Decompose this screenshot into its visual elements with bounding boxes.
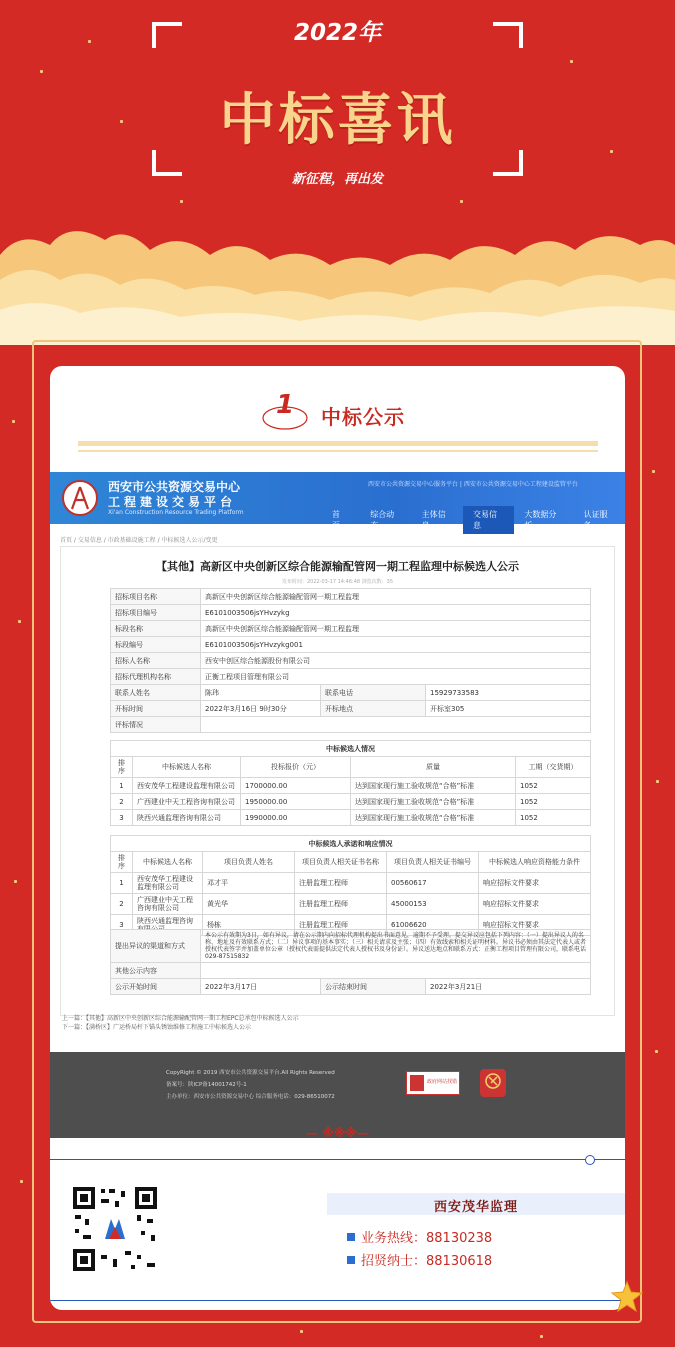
section-title: 中标公示: [321, 405, 405, 429]
info-value: E6101003506jsYHvzykg: [201, 605, 591, 621]
cell: 1052: [516, 810, 591, 826]
info-value: 正衡工程项目管理有限公司: [201, 669, 591, 685]
publish-end-label: 公示结束时间: [321, 979, 426, 995]
opening-value: 2022年3月16日 9时30分: [201, 701, 321, 717]
table-row: [111, 669, 591, 685]
cell: 黄光华: [203, 894, 295, 915]
other-label: 其他公示内容: [111, 963, 201, 979]
banner-header: [0, 0, 675, 345]
cell: 达到国家现行施工验收规范“合格”标准: [351, 810, 516, 826]
table-row: [111, 810, 591, 826]
banner-year: 2022年: [293, 20, 381, 46]
document-meta: 发布时间：2022-03-17 14:46:48 浏览次数：35: [281, 579, 394, 585]
nav-entity-info[interactable]: 主体信息: [421, 510, 446, 530]
breadcrumb[interactable]: 首页 / 交易信息 / 市政基础设施工程 / 中标候选人公示/变更: [60, 537, 218, 544]
info-table: [110, 588, 591, 733]
nav-auth-service[interactable]: 认证服务: [583, 510, 608, 530]
objection-text: 本公示有效期为3日，如有异议，请在公示期内向招标代理机构提出书面意见，逾期不予受理。提交异议应包括下列内容：（一）提出异议人的名称、地址及有效联系方式；（二）异议事项的基本事实；（三）相关请求及主张；（四）有效线索和相关证明材料。异议书必须由其法定代表人或者授权代表签字并加盖单位公章（授权代表需提供法定代表人授权书及身份证）。异议送达地点和联系方式：正衡工程项目管理有限公司，联系电话029-87515832: [201, 930, 591, 963]
table-row: [111, 963, 591, 979]
qr-code-icon[interactable]: [71, 1185, 159, 1273]
opening-place-value: 开标室305: [426, 701, 591, 717]
table-row: [111, 685, 591, 701]
cell: 陕西兴通监理咨询: [133, 915, 203, 936]
site-header: [50, 472, 625, 530]
info-value: 西安中创区综合能源股份有限公司: [201, 653, 591, 669]
cell: 陕西兴通监理咨询有限公司: [133, 810, 241, 826]
info-label: 标段编号: [111, 637, 201, 653]
cell: 1: [111, 778, 133, 794]
cell: 注册监理工程师: [295, 915, 387, 936]
candidates-table: [110, 740, 591, 826]
table-row: [111, 741, 591, 757]
table-header-row: [111, 852, 591, 873]
cell: 西安茂华工程建设监理有限公司: [133, 778, 241, 794]
opening-place-label: 开标地点: [321, 701, 426, 717]
info-label: 招标代理机构名称: [111, 669, 201, 685]
cell: 1052: [516, 778, 591, 794]
table-row: [111, 605, 591, 621]
col-header: 排序: [111, 852, 133, 873]
col-header: 中标候选人名称: [133, 757, 241, 778]
cell: 00560617: [387, 873, 479, 894]
footer-icp[interactable]: 备案号：陕ICP备14001742号-1: [166, 1082, 247, 1088]
info-value: E6101003506jsYHvzykg001: [201, 637, 591, 653]
article-nav: [62, 1014, 299, 1032]
decor-dot: [585, 1155, 595, 1165]
col-header: 中标候选人名称: [133, 852, 203, 873]
site-top-links[interactable]: 西安市公共资源交易中心服务平台 | 西安市公共资源交易中心工程建设监管平台: [368, 481, 578, 488]
table-row: [111, 701, 591, 717]
info-label: 招标项目名称: [111, 589, 201, 605]
hotline-text[interactable]: 业务热线：88130238: [361, 1231, 493, 1246]
cell: 广西建业中天工程咨询有限公司: [133, 794, 241, 810]
cell: 达到国家现行施工验收规范“合格”标准: [351, 778, 516, 794]
site-name-en: Xi'an Construction Resource Trading Platform: [108, 509, 244, 516]
site-logo-icon: [62, 480, 98, 516]
nav-news[interactable]: 综合动态: [370, 510, 395, 530]
star-decoration-icon: [610, 1280, 644, 1314]
cell: 广西建业中天工程咨询有限公司: [133, 894, 203, 915]
recruit-item: [347, 1250, 492, 1269]
cell: 注册监理工程师: [295, 894, 387, 915]
table-row: [111, 589, 591, 605]
table-row: [111, 979, 591, 995]
cell: 1: [111, 873, 133, 894]
table-row: [111, 637, 591, 653]
banner-slogan: 新征程，再出发: [291, 172, 383, 187]
footer-text: [166, 1067, 335, 1103]
cell: 3: [111, 915, 133, 936]
table-row: [111, 894, 591, 915]
bullet-icon: [347, 1233, 355, 1241]
table-row: [111, 717, 591, 733]
footer-copyright: CopyRight © 2019 西安市公共资源交易平台.All Rights Reserved: [166, 1070, 335, 1076]
cell: 1700000.00: [241, 778, 351, 794]
cell: 2: [111, 794, 133, 810]
table-row: [111, 794, 591, 810]
party-emblem-icon[interactable]: [480, 1069, 506, 1097]
nav-home[interactable]: 首 页: [332, 510, 340, 530]
cell: 响应招标文件要求: [479, 873, 591, 894]
bullet-icon: [347, 1256, 355, 1264]
nav-trade-info[interactable]: 交易信息: [463, 506, 514, 534]
contact-box: [50, 1159, 625, 1301]
recruit-text[interactable]: 招贤纳士：88130618: [361, 1254, 493, 1269]
cloud-decoration: [0, 225, 675, 345]
responses-table: [110, 835, 591, 936]
cell: 注册监理工程师: [295, 873, 387, 894]
section-divider: — ※※※—: [305, 1126, 370, 1140]
table-row: [111, 873, 591, 894]
company-name: 西安茂华监理: [433, 1200, 518, 1215]
section-rule-thin: [78, 450, 598, 452]
cell: 杨栋: [203, 915, 295, 936]
info-value: 高新区中央创新区综合能源输配管网一期工程监理: [201, 621, 591, 637]
footer-host: 主办单位：西安市公共资源交易中心 综合服务电话：029-86510072: [166, 1094, 335, 1100]
phone-label: 联系电话: [321, 685, 426, 701]
info-label: 招标项目编号: [111, 605, 201, 621]
table-row: [111, 930, 591, 963]
cell: 西安茂华工程建设监理有限公司: [133, 873, 203, 894]
info-label: 标段名称: [111, 621, 201, 637]
info-value: 高新区中央创新区综合能源输配管网一期工程监理: [201, 589, 591, 605]
hotline-item: [347, 1227, 492, 1246]
contact-value: 陈玮: [201, 685, 321, 701]
publish-start-label: 公示开始时间: [111, 979, 201, 995]
section-header: [50, 390, 625, 434]
info-label: 招标人名称: [111, 653, 201, 669]
opening-label: 开标时间: [111, 701, 201, 717]
cell: 3: [111, 810, 133, 826]
candidates-title: 中标候选人情况: [111, 741, 591, 757]
table-row: [111, 621, 591, 637]
gov-error-report-badge[interactable]: [406, 1071, 460, 1095]
publish-table: [110, 929, 591, 995]
phone-value: 15929733583: [426, 685, 591, 701]
publish-start-value: 2022年3月17日: [201, 979, 321, 995]
cell: 61006620: [387, 915, 479, 936]
col-header: 投标报价（元）: [241, 757, 351, 778]
col-header: 工期（交货期）: [516, 757, 591, 778]
cell: 45000153: [387, 894, 479, 915]
gov-badge-label: 政府网站找错: [427, 1079, 458, 1085]
review-label: 评标情况: [111, 717, 201, 733]
cell: 1052: [516, 794, 591, 810]
table-row: [111, 836, 591, 852]
col-header: 项目负责人相关证书编号: [387, 852, 479, 873]
col-header: 项目负责人相关证书名称: [295, 852, 387, 873]
gov-badge-icon: [410, 1075, 424, 1091]
cell: 达到国家现行施工验收规范“合格”标准: [351, 794, 516, 810]
table-row: [111, 653, 591, 669]
cell: 响应招标文件要求: [479, 915, 591, 936]
col-header: 排序: [111, 757, 133, 778]
col-header: 中标候选人响应资格能力条件: [479, 852, 591, 873]
cell: 1950000.00: [241, 794, 351, 810]
table-header-row: [111, 757, 591, 778]
nav-big-data[interactable]: 大数据分析: [524, 510, 557, 530]
prev-link[interactable]: 上一篇：【其他】高新区中央创新区综合能源输配管网一期工程EPC总承包中标候选人公示: [62, 1015, 299, 1022]
cell: 2: [111, 894, 133, 915]
table-row: [111, 778, 591, 794]
publish-end-value: 2022年3月21日: [426, 979, 591, 995]
site-name-line1: 西安市公共资源交易中心: [108, 480, 241, 494]
company-bar: [327, 1193, 625, 1215]
site-name-line2: 工程建设交易平台: [108, 495, 237, 509]
cell: 1990000.00: [241, 810, 351, 826]
banner-title: 中标喜讯: [219, 88, 456, 153]
objection-label: 提出异议的渠道和方式: [111, 930, 201, 963]
site-nav: [322, 506, 625, 534]
cell: 邓才平: [203, 873, 295, 894]
section-number: 1: [276, 390, 295, 420]
document-title: 【其他】高新区中央创新区综合能源输配管网一期工程监理中标候选人公示: [156, 560, 519, 573]
cell: 响应招标文件要求: [479, 894, 591, 915]
section-rule: [78, 441, 598, 446]
col-header: 质量: [351, 757, 516, 778]
next-link[interactable]: 下一篇：【满桥区】广运桥局杆下锚头锈蚀维修工程施工中标候选人公示: [62, 1024, 252, 1031]
responses-title: 中标候选人承诺和响应情况: [111, 836, 591, 852]
contact-label: 联系人姓名: [111, 685, 201, 701]
col-header: 项目负责人姓名: [203, 852, 295, 873]
content-card: [50, 366, 625, 1310]
